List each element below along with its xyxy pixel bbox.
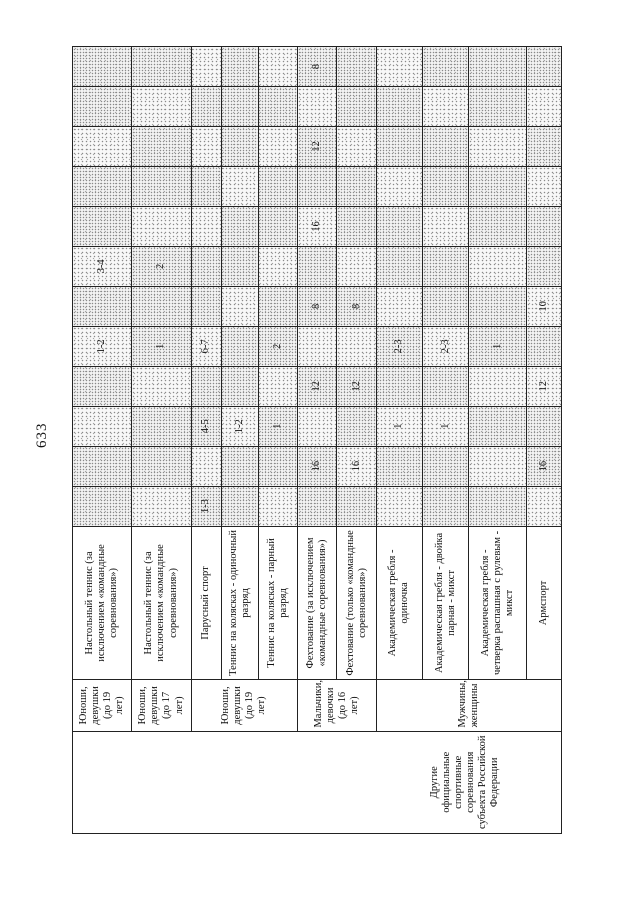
age-group-cell: Юноши, девушки (до 19 лет) [73, 680, 132, 731]
place-cell: 8 [298, 47, 337, 87]
place-cell: 3-4 [73, 246, 132, 286]
table-row [376, 47, 422, 834]
sport-discipline-cell: Фехтование (только «командные соревнования») [337, 526, 376, 680]
place-cell: 1 [423, 406, 469, 446]
place-cell [298, 167, 337, 207]
place-cell [469, 246, 527, 286]
place-cell [132, 206, 191, 246]
place-cell [73, 47, 132, 87]
place-cell [221, 326, 258, 366]
place-cell [527, 326, 562, 366]
place-cell: 10 [527, 286, 562, 326]
place-cell: 1 [132, 326, 191, 366]
age-group-cell: Юноши, девушки (до 19 лет) [191, 680, 297, 731]
place-cell: 1 [469, 326, 527, 366]
place-cell [132, 446, 191, 486]
place-cell [258, 167, 297, 207]
place-cell [132, 366, 191, 406]
place-cell [527, 486, 562, 526]
place-cell [258, 286, 297, 326]
place-cell [298, 406, 337, 446]
place-cell [258, 446, 297, 486]
page-number: 633 [34, 422, 50, 448]
sport-discipline-cell: Академическая гребля - четверка распашная с рулевым - микст [469, 526, 527, 680]
place-cell: 12 [298, 366, 337, 406]
place-cell: 12 [298, 127, 337, 167]
place-cell [73, 127, 132, 167]
place-cell [423, 127, 469, 167]
place-cell: 1 [258, 406, 297, 446]
place-cell [191, 206, 221, 246]
sport-discipline-cell: Парусный спорт [191, 526, 221, 680]
place-cell [221, 446, 258, 486]
place-cell [376, 167, 422, 207]
place-cell [423, 486, 469, 526]
place-cell: 12 [527, 366, 562, 406]
place-cell: 8 [298, 286, 337, 326]
place-cell [337, 406, 376, 446]
place-cell [258, 47, 297, 87]
sport-discipline-cell: Армспорт [527, 526, 562, 680]
place-cell: 1 [376, 406, 422, 446]
place-cell: 6-7 [191, 326, 221, 366]
place-cell [258, 127, 297, 167]
place-cell [527, 127, 562, 167]
place-cell [298, 246, 337, 286]
sport-discipline-cell: Настольный теннис (за исключением «командные соревнования») [132, 526, 191, 680]
place-cell [73, 206, 132, 246]
place-cell [469, 206, 527, 246]
place-cell [73, 366, 132, 406]
place-cell [423, 206, 469, 246]
place-cell [298, 326, 337, 366]
place-cell [423, 87, 469, 127]
place-cell [221, 246, 258, 286]
place-cell [469, 87, 527, 127]
sport-discipline-cell: Фехтование (за исключением «командные соревнования») [298, 526, 337, 680]
place-cell: 1-2 [73, 326, 132, 366]
sport-discipline-cell: Теннис на колясках - одиночный разряд [221, 526, 258, 680]
place-cell: 4-5 [191, 406, 221, 446]
place-cell: 16 [527, 446, 562, 486]
place-cell [191, 167, 221, 207]
place-cell [298, 87, 337, 127]
place-cell [527, 246, 562, 286]
place-cell [258, 246, 297, 286]
place-cell [527, 167, 562, 207]
table-row [132, 47, 191, 834]
place-cell: 2-3 [376, 326, 422, 366]
place-cell: 16 [337, 446, 376, 486]
place-cell [221, 167, 258, 207]
place-cell [337, 246, 376, 286]
place-cell [221, 206, 258, 246]
place-cell [132, 406, 191, 446]
place-cell [132, 167, 191, 207]
place-cell [527, 206, 562, 246]
age-group-cell: Мужчины, женщины [376, 680, 561, 731]
results-table-wrapper [72, 46, 562, 834]
place-cell [376, 246, 422, 286]
place-cell [73, 406, 132, 446]
place-cell [298, 486, 337, 526]
place-cell [423, 47, 469, 87]
place-cell [469, 127, 527, 167]
place-cell [132, 47, 191, 87]
place-cell: 16 [298, 206, 337, 246]
place-cell: 12 [337, 366, 376, 406]
place-cell [221, 47, 258, 87]
place-cell [337, 326, 376, 366]
place-cell [376, 87, 422, 127]
place-cell [191, 246, 221, 286]
place-cell [527, 47, 562, 87]
place-cell: 1-2 [221, 406, 258, 446]
place-cell: 2 [132, 246, 191, 286]
group-title-cell: Другие официальные спортивные соревнования субъекта Российской Федерации [73, 731, 562, 833]
sport-discipline-cell: Теннис на колясках - парный разряд [258, 526, 297, 680]
place-cell [469, 366, 527, 406]
place-cell [132, 127, 191, 167]
place-cell [258, 87, 297, 127]
place-cell [469, 446, 527, 486]
place-cell [258, 366, 297, 406]
place-cell [423, 246, 469, 286]
place-cell [73, 87, 132, 127]
place-cell [376, 47, 422, 87]
table-row [73, 47, 132, 834]
place-cell [73, 446, 132, 486]
place-cell [221, 366, 258, 406]
place-cell [258, 486, 297, 526]
place-cell [191, 87, 221, 127]
place-cell [191, 127, 221, 167]
place-cell [469, 47, 527, 87]
place-cell: 8 [337, 286, 376, 326]
age-group-cell: Юноши, девушки (до 17 лет) [132, 680, 191, 731]
results-table [72, 46, 562, 834]
place-cell [221, 286, 258, 326]
place-cell [376, 446, 422, 486]
place-cell: 1-3 [191, 486, 221, 526]
place-cell [423, 366, 469, 406]
place-cell [337, 127, 376, 167]
place-cell [376, 206, 422, 246]
place-cell [337, 167, 376, 207]
table-row [191, 47, 221, 834]
place-cell [73, 167, 132, 207]
place-cell [337, 486, 376, 526]
place-cell [221, 486, 258, 526]
place-cell [191, 286, 221, 326]
place-cell [469, 406, 527, 446]
place-cell [376, 366, 422, 406]
place-cell [73, 486, 132, 526]
place-cell [423, 167, 469, 207]
sport-discipline-cell: Академическая гребля - одиночка [376, 526, 422, 680]
place-cell [376, 286, 422, 326]
place-cell [132, 486, 191, 526]
place-cell [527, 406, 562, 446]
table-row [298, 47, 337, 834]
place-cell [132, 286, 191, 326]
place-cell [191, 47, 221, 87]
place-cell [469, 286, 527, 326]
place-cell: 2-3 [423, 326, 469, 366]
place-cell [258, 206, 297, 246]
sport-discipline-cell: Настольный теннис (за исключением «командные соревнования») [73, 526, 132, 680]
place-cell [337, 47, 376, 87]
place-cell [191, 366, 221, 406]
place-cell [469, 167, 527, 207]
sport-discipline-cell: Академическая гребля - двойка парная - микст [423, 526, 469, 680]
place-cell [191, 446, 221, 486]
place-cell [423, 286, 469, 326]
place-cell [423, 446, 469, 486]
age-group-cell: Мальчики, девочки (до 16 лет) [298, 680, 377, 731]
place-cell [221, 87, 258, 127]
place-cell [527, 87, 562, 127]
place-cell: 2 [258, 326, 297, 366]
place-cell [376, 486, 422, 526]
place-cell [337, 206, 376, 246]
place-cell [221, 127, 258, 167]
place-cell [469, 486, 527, 526]
place-cell [376, 127, 422, 167]
place-cell: 16 [298, 446, 337, 486]
place-cell [132, 87, 191, 127]
place-cell [73, 286, 132, 326]
place-cell [337, 87, 376, 127]
